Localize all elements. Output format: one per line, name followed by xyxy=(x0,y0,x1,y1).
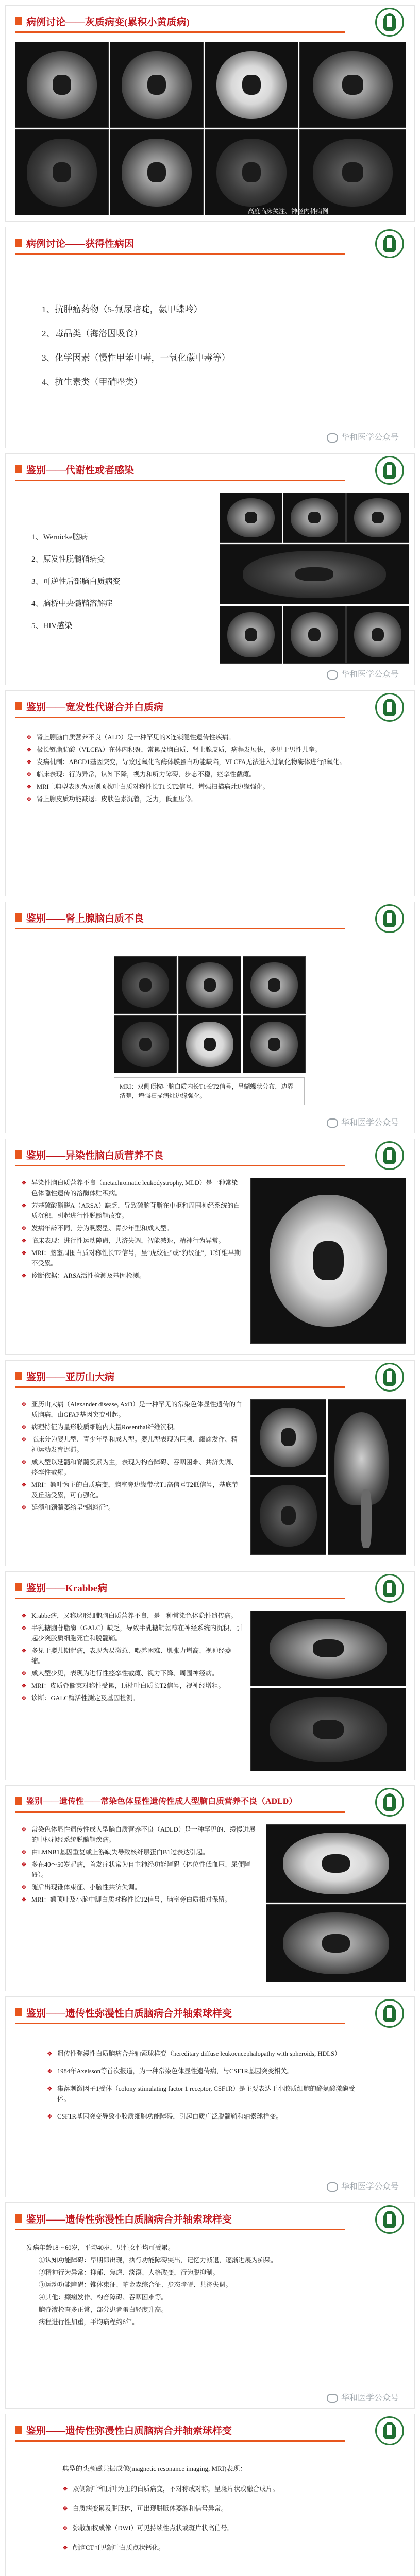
hospital-logo-icon xyxy=(375,1574,404,1603)
title-accent xyxy=(15,17,22,25)
bullet-list xyxy=(62,2484,361,2562)
title-accent xyxy=(15,2214,22,2223)
watermark-text: 华和医学公众号 xyxy=(341,2182,399,2191)
title-underline xyxy=(15,717,345,718)
paragraph: 发病年龄18～60岁，平均40岁，男性女性均可受累。 xyxy=(26,2244,175,2251)
list-item: ❖ Krabbe病，又称球形细胞脑白质营养不良，是一种常染色体隐性遗传病。 xyxy=(21,1611,243,1621)
bullet-list xyxy=(21,1399,243,1515)
title-underline xyxy=(15,928,345,929)
title-underline xyxy=(15,31,345,33)
list-item: 3、可逆性后部脑白质病变 xyxy=(31,578,121,586)
body-text xyxy=(26,2242,377,2328)
cause-list xyxy=(42,302,230,399)
list-item: 1、抗肿瘤药物（5-氟尿嘧啶，氨甲蝶呤） xyxy=(42,304,203,314)
slide-title-bar xyxy=(6,1572,414,1604)
image-caption: MRI：双侧顶枕叶脑白质内长T1长T2信号，呈蝴蝶状分布，边界清楚，增强扫描病灶边缘强化。 xyxy=(114,1077,305,1105)
paragraph: ④其他：癫痫发作、构音障碍、吞咽困难等。 xyxy=(39,2294,168,2301)
list-item: ❖ 多见于婴儿期起病，表现为易激惹、喂养困难、肌张力增高、视神经萎缩。 xyxy=(21,1646,243,1666)
title-underline xyxy=(15,1386,345,1388)
mri-image xyxy=(299,129,406,215)
slide-title-bar xyxy=(6,6,414,38)
slide-9 xyxy=(5,1785,415,1991)
slide-5 xyxy=(5,902,415,1133)
differential-list xyxy=(31,531,121,642)
list-item: ❖ 发病机制：ABCD1基因突变，导致过氧化物酶体膜蛋白功能缺陷，VLCFA无法进入过氧化物酶体进行β氧化。 xyxy=(26,757,346,767)
slide-title-bar xyxy=(6,902,414,934)
list-item: 2、毒品类（海洛因吸食） xyxy=(42,329,143,338)
list-item: ❖ 发病年龄不同，分为晚婴型、青少年型和成人型。 xyxy=(21,1223,243,1233)
mri-image xyxy=(114,1015,177,1073)
mri-image xyxy=(266,1824,406,1903)
title-underline xyxy=(15,253,345,255)
hospital-logo-icon xyxy=(375,1788,404,1817)
paragraph: ②精神行为异常：抑郁、焦虑、淡漠、人格改变，行为脱抑制。 xyxy=(39,2269,220,2276)
slide-title: 鉴别——遗传性弥漫性白质脑病合并轴索球样变 xyxy=(26,2426,232,2436)
paragraph: 脑脊液检查多正常，部分患者蛋白轻度升高。 xyxy=(39,2306,168,2313)
slide-title: 病例讨论——灰质病变(累积小黄质病) xyxy=(26,17,190,28)
list-item: ❖ 病理特征为星形胶质细胞内大量Rosenthal纤维沉积。 xyxy=(21,1422,243,1432)
wechat-icon xyxy=(327,670,338,680)
list-item: ❖ 多在40～50岁起病，首发症状常为自主神经功能障碍（体位性低血压、尿便障碍）。 xyxy=(21,1859,258,1880)
watermark-text: 华和医学公众号 xyxy=(341,2394,399,2402)
slide-title: 鉴别——遗传性弥漫性白质脑病合并轴索球样变 xyxy=(26,2214,232,2225)
title-accent xyxy=(15,1583,22,1591)
slide-4 xyxy=(5,690,415,896)
mri-intro: 典型的头颅磁共振成像(magnetic resonance imaging, MRI)表现： xyxy=(62,2465,247,2472)
list-item: ❖ 临床表现：进行性运动障碍，共济失调，智能减退，精神行为异常。 xyxy=(21,1235,243,1246)
title-underline xyxy=(15,2229,345,2230)
slide-title: 鉴别——Krabbe病 xyxy=(26,1583,108,1594)
list-item: ❖ 双侧额叶和顶叶为主的白质病变，不对称或对称，呈斑片状或融合成片。 xyxy=(62,2484,361,2494)
list-item: ❖ 临床表现：行为异常，认知下降，视力和听力障碍，步态不稳，痉挛性截瘫。 xyxy=(26,769,346,779)
slide-title-bar xyxy=(6,691,414,723)
title-underline xyxy=(15,2023,345,2024)
mri-image xyxy=(110,129,204,215)
list-item: ❖ MRI：额顶叶及小脑中脚白质对称性长T2信号，脑室旁白质相对保留。 xyxy=(21,1894,258,1905)
list-item: ❖ 芳基硫酸酯酶A（ARSA）缺乏，导致硫脑苷脂在中枢和周围神经系统的白质沉积，引起进行性脱髓鞘改变。 xyxy=(21,1200,243,1221)
list-item: ❖ MRI：脑室周围白质对称性长T2信号，呈“虎纹征”或“豹纹征”，U纤维早期不受累。 xyxy=(21,1248,243,1268)
slide-8 xyxy=(5,1571,415,1780)
slide-title-bar xyxy=(6,1139,414,1171)
mri-image xyxy=(15,129,109,215)
mri-image xyxy=(178,956,241,1014)
mri-image xyxy=(250,1477,326,1555)
slide-title: 鉴别——宽发性代谢合并白质病 xyxy=(26,702,164,713)
mri-image xyxy=(250,1178,406,1344)
mri-sagittal-image xyxy=(328,1399,406,1555)
mri-image xyxy=(114,956,177,1014)
slide-title-bar xyxy=(6,2414,414,2446)
watermark xyxy=(327,1116,399,1128)
slide-title: 鉴别——异染性脑白质营养不良 xyxy=(26,1150,164,1161)
watermark-text: 华和医学公众号 xyxy=(341,670,399,679)
slide-7 xyxy=(5,1360,415,1566)
title-underline xyxy=(15,2440,345,2442)
list-item: ❖ 延髓和颈髓萎缩呈“蝌蚪征”。 xyxy=(21,1502,243,1513)
mri-image xyxy=(346,606,409,664)
mri-image xyxy=(220,493,282,543)
mri-image xyxy=(205,42,298,128)
paragraph: ③运动功能障碍：锥体束征、帕金森综合征、步态障碍、共济失调。 xyxy=(39,2281,232,2289)
list-item: ❖ 异染性脑白质营养不良（metachromatic leukodystrophy, MLD）是一种常染色体隐性遗传的溶酶体贮积病。 xyxy=(21,1178,243,1198)
list-item: 2、原发性脱髓鞘病变 xyxy=(31,555,105,564)
paragraph: 病程进行性加重，平均病程约6年。 xyxy=(39,2318,139,2326)
bullet-list xyxy=(21,1611,243,1705)
list-item: ❖ 成人型以延髓和脊髓受累为主，表现为构音障碍、吞咽困难、共济失调、痉挛性截瘫。 xyxy=(21,1457,243,1478)
slide-title: 鉴别——遗传性弥漫性白质脑病合并轴索球样变 xyxy=(26,2008,232,2019)
mri-image xyxy=(250,1611,406,1686)
mri-image xyxy=(110,42,204,128)
list-item: 4、抗生素类（甲硝唑类） xyxy=(42,377,143,387)
bullet-list xyxy=(26,732,346,806)
list-item: ❖ 极长链脂肪酸（VLCFA）在体内积聚，常累及脑白质、肾上腺皮质，病程发展快，多见于男性儿童。 xyxy=(26,744,346,755)
slide-title: 病例讨论——获得性病因 xyxy=(26,239,135,249)
mri-image xyxy=(266,1904,406,1982)
slide-title: 鉴别——肾上腺脑白质不良 xyxy=(26,913,144,924)
mri-image xyxy=(220,606,282,664)
bullet-list xyxy=(21,1824,258,1907)
paragraph: ①认知功能障碍：早期即出现，执行功能障碍突出，记忆力减退，逐渐进展为痴呆。 xyxy=(39,2257,277,2264)
slide-10 xyxy=(5,1996,415,2197)
title-accent xyxy=(15,1150,22,1159)
list-item: ❖ 1984年Axelsson等首次报道，为一种常染色体显性遗传病，与CSF1R基因突变相关。 xyxy=(47,2066,366,2076)
list-item: ❖ CSF1R基因突变导致小胶质细胞功能障碍，引起白质广泛脱髓鞘和轴索球样变。 xyxy=(47,2111,366,2122)
mri-image xyxy=(205,129,298,215)
slide-title-bar xyxy=(6,454,414,486)
title-accent xyxy=(15,1797,22,1805)
mri-image xyxy=(243,956,306,1014)
hospital-logo-icon xyxy=(375,2205,404,2234)
watermark-text: 华和医学公众号 xyxy=(341,433,399,442)
watermark xyxy=(327,2391,399,2403)
list-item: ❖ 临床分为婴儿型、青少年型和成人型。婴儿型表现为巨颅、癫痫发作、精神运动发育迟滞。 xyxy=(21,1434,243,1455)
hospital-logo-icon xyxy=(375,1999,404,2028)
slide-title: 鉴别——代谢性或者感染 xyxy=(26,465,135,476)
list-item: ❖ 白质病变累及胼胝体，可出现胼胝体萎缩和信号异常。 xyxy=(62,2503,361,2514)
slide-title-bar xyxy=(6,1997,414,2029)
bullet-list xyxy=(47,2048,366,2129)
list-item: ❖ 常染色体显性遗传性成人型脑白质营养不良（ADLD）是一种罕见的、缓慢进展的中枢神经系统脱髓鞘疾病。 xyxy=(21,1824,258,1845)
wechat-icon xyxy=(327,433,338,443)
title-underline xyxy=(15,1165,345,1166)
list-item: ❖ 成人型少见，表现为进行性痉挛性截瘫、视力下降、周围神经病。 xyxy=(21,1668,243,1679)
mri-image xyxy=(346,493,409,543)
list-item: 3、化学因素（慢性甲苯中毒，一氧化碳中毒等） xyxy=(42,353,230,363)
mri-image xyxy=(178,1015,241,1073)
list-item: ❖ MRI：皮质脊髓束对称性受累，顶枕叶白质长T2信号，视神经增粗。 xyxy=(21,1681,243,1691)
wechat-icon xyxy=(327,2182,338,2192)
title-underline xyxy=(15,1811,345,1813)
wechat-icon xyxy=(327,2394,338,2403)
slide-title-bar xyxy=(6,1361,414,1393)
list-item: 4、脑桥中央髓鞘溶解症 xyxy=(31,600,113,608)
title-accent xyxy=(15,239,22,247)
list-item: ❖ 遗传性弥漫性白质脑病合并轴索球样变（hereditary diffuse leukoencephalopathy with spheroids, HDLS） xyxy=(47,2048,366,2059)
slide-title-bar xyxy=(6,1786,414,1818)
list-item: ❖ 由LMNB1基因重复或上游缺失导致核纤层蛋白B1过表达引起。 xyxy=(21,1847,258,1857)
mri-image xyxy=(250,1688,406,1771)
watermark xyxy=(327,431,399,443)
mri-image xyxy=(243,1015,306,1073)
wechat-icon xyxy=(327,1118,338,1128)
slide-12 xyxy=(5,2414,415,2576)
watermark-text: 华和医学公众号 xyxy=(341,1118,399,1127)
slide-3 xyxy=(5,453,415,685)
hospital-logo-icon xyxy=(375,904,404,933)
mri-image xyxy=(283,606,346,664)
overlay-caption: 高度临床关注、神经内科病例 xyxy=(248,208,329,215)
bullet-list xyxy=(21,1178,243,1283)
slide-title: 鉴别——遗传性——常染色体显性遗传性成人型脑白质营养不良（ADLD） xyxy=(26,1797,297,1806)
hospital-logo-icon xyxy=(375,1141,404,1170)
title-accent xyxy=(15,913,22,922)
slide-2 xyxy=(5,227,415,448)
slide-title: 鉴别——亚历山大病 xyxy=(26,1372,115,1383)
title-underline xyxy=(15,1598,345,1599)
slide-title-bar xyxy=(6,2203,414,2235)
title-accent xyxy=(15,702,22,710)
list-item: 5、HIV感染 xyxy=(31,622,73,630)
hospital-logo-icon xyxy=(375,1363,404,1392)
title-underline xyxy=(15,480,345,481)
hospital-logo-icon xyxy=(375,229,404,258)
list-item: 1、Wernicke脑病 xyxy=(31,533,88,541)
mri-image xyxy=(250,1399,326,1475)
list-item: ❖ 肾上腺脑白质营养不良（ALD）是一种罕见的X连锁隐性遗传性疾病。 xyxy=(26,732,346,742)
hospital-logo-icon xyxy=(375,456,404,485)
title-accent xyxy=(15,465,22,473)
list-item: ❖ MRI上典型表现为双侧顶枕叶白质对称性长T1长T2信号，增强扫描病灶边缘强化。 xyxy=(26,782,346,792)
mri-image xyxy=(220,544,409,604)
list-item: ❖ 诊断：GALC酶活性测定及基因检测。 xyxy=(21,1693,243,1703)
list-item: ❖ 颅脑CT可见额叶白质点状钙化。 xyxy=(62,2543,361,2553)
hospital-logo-icon xyxy=(375,8,404,37)
hospital-logo-icon xyxy=(375,693,404,722)
hospital-logo-icon xyxy=(375,2416,404,2445)
list-item: ❖ 亚历山大病（Alexander disease, AxD）是一种罕见的常染色体显性遗传的白质脑病，由GFAP基因突变引起。 xyxy=(21,1399,243,1420)
title-accent xyxy=(15,2008,22,2016)
list-item: ❖ 半乳糖脑苷脂酶（GALC）缺乏，导致半乳糖鞘氨醇在神经系统内沉积，引起少突胶质细胞死亡和脱髓鞘。 xyxy=(21,1623,243,1643)
slide-6 xyxy=(5,1139,415,1355)
title-accent xyxy=(15,1372,22,1380)
watermark xyxy=(327,668,399,680)
slide-11 xyxy=(5,2202,415,2409)
mri-image xyxy=(299,42,406,128)
slide-title-bar xyxy=(6,227,414,259)
mri-image xyxy=(15,42,109,128)
mri-image xyxy=(283,493,346,543)
list-item: ❖ 随后出现锥体束征、小脑性共济失调。 xyxy=(21,1882,258,1892)
list-item: ❖ MRI：额叶为主的白质病变，脑室旁边缘带状T1高信号T2低信号，基底节及丘脑受累，可有强化。 xyxy=(21,1480,243,1500)
watermark xyxy=(327,2180,399,2192)
list-item: ❖ 集落刺激因子1受体（colony stimulating factor 1 receptor, CSF1R）是主要表达于小胶质细胞的酪氨酸激酶受体。 xyxy=(47,2083,366,2104)
slide-1 xyxy=(5,5,415,222)
list-item: ❖ 肾上腺皮质功能减退：皮肤色素沉着，乏力，低血压等。 xyxy=(26,794,346,804)
list-item: ❖ 弥散加权成像（DWI）可见持续性点状或斑片状高信号。 xyxy=(62,2523,361,2533)
list-item: ❖ 诊断依据：ARSA活性检测及基因检测。 xyxy=(21,1270,243,1281)
title-accent xyxy=(15,2426,22,2434)
